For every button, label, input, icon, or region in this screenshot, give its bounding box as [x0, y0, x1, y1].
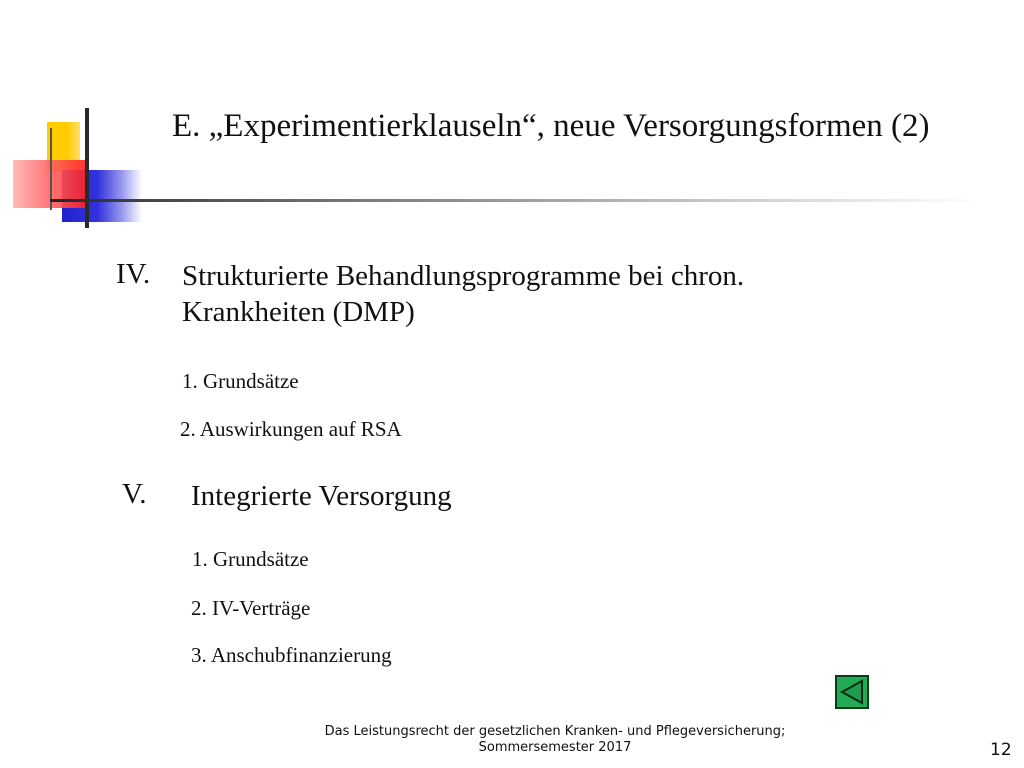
section-heading [191, 478, 452, 514]
back-triangle-icon [837, 677, 867, 707]
list-item: 2. IV-Verträge [191, 596, 311, 620]
title-underline [50, 199, 980, 202]
section-numeral: V. [122, 478, 147, 510]
footer [300, 724, 810, 756]
list-item: 3. Anschubfinanzierung [191, 643, 392, 667]
section-heading-line: Strukturierte Behandlungsprogramme bei chron. [182, 260, 745, 292]
back-button[interactable] [835, 675, 869, 709]
list-item: 1. Grundsätze [192, 547, 309, 571]
footer-line: Das Leistungsrecht der gesetzlichen Kranken- und Pflegeversicherung; [324, 724, 786, 739]
list-item: 1. Grundsätze [182, 369, 299, 393]
list-item: 2. Auswirkungen auf RSA [180, 417, 402, 441]
footer-line: Sommersemester 2017 [478, 740, 632, 755]
section-numeral: IV. [116, 258, 151, 290]
section-heading-line: Integrierte Versorgung [191, 480, 452, 512]
section-heading-line: Krankheiten (DMP) [182, 296, 415, 328]
vertical-rule [85, 108, 89, 228]
vertical-rule-thin [50, 128, 52, 210]
page-number: 12 [990, 740, 1012, 760]
section-heading [182, 258, 744, 330]
slide-title: E. „Experimentierklauseln“, neue Versorgungsformen (2) [172, 108, 930, 144]
